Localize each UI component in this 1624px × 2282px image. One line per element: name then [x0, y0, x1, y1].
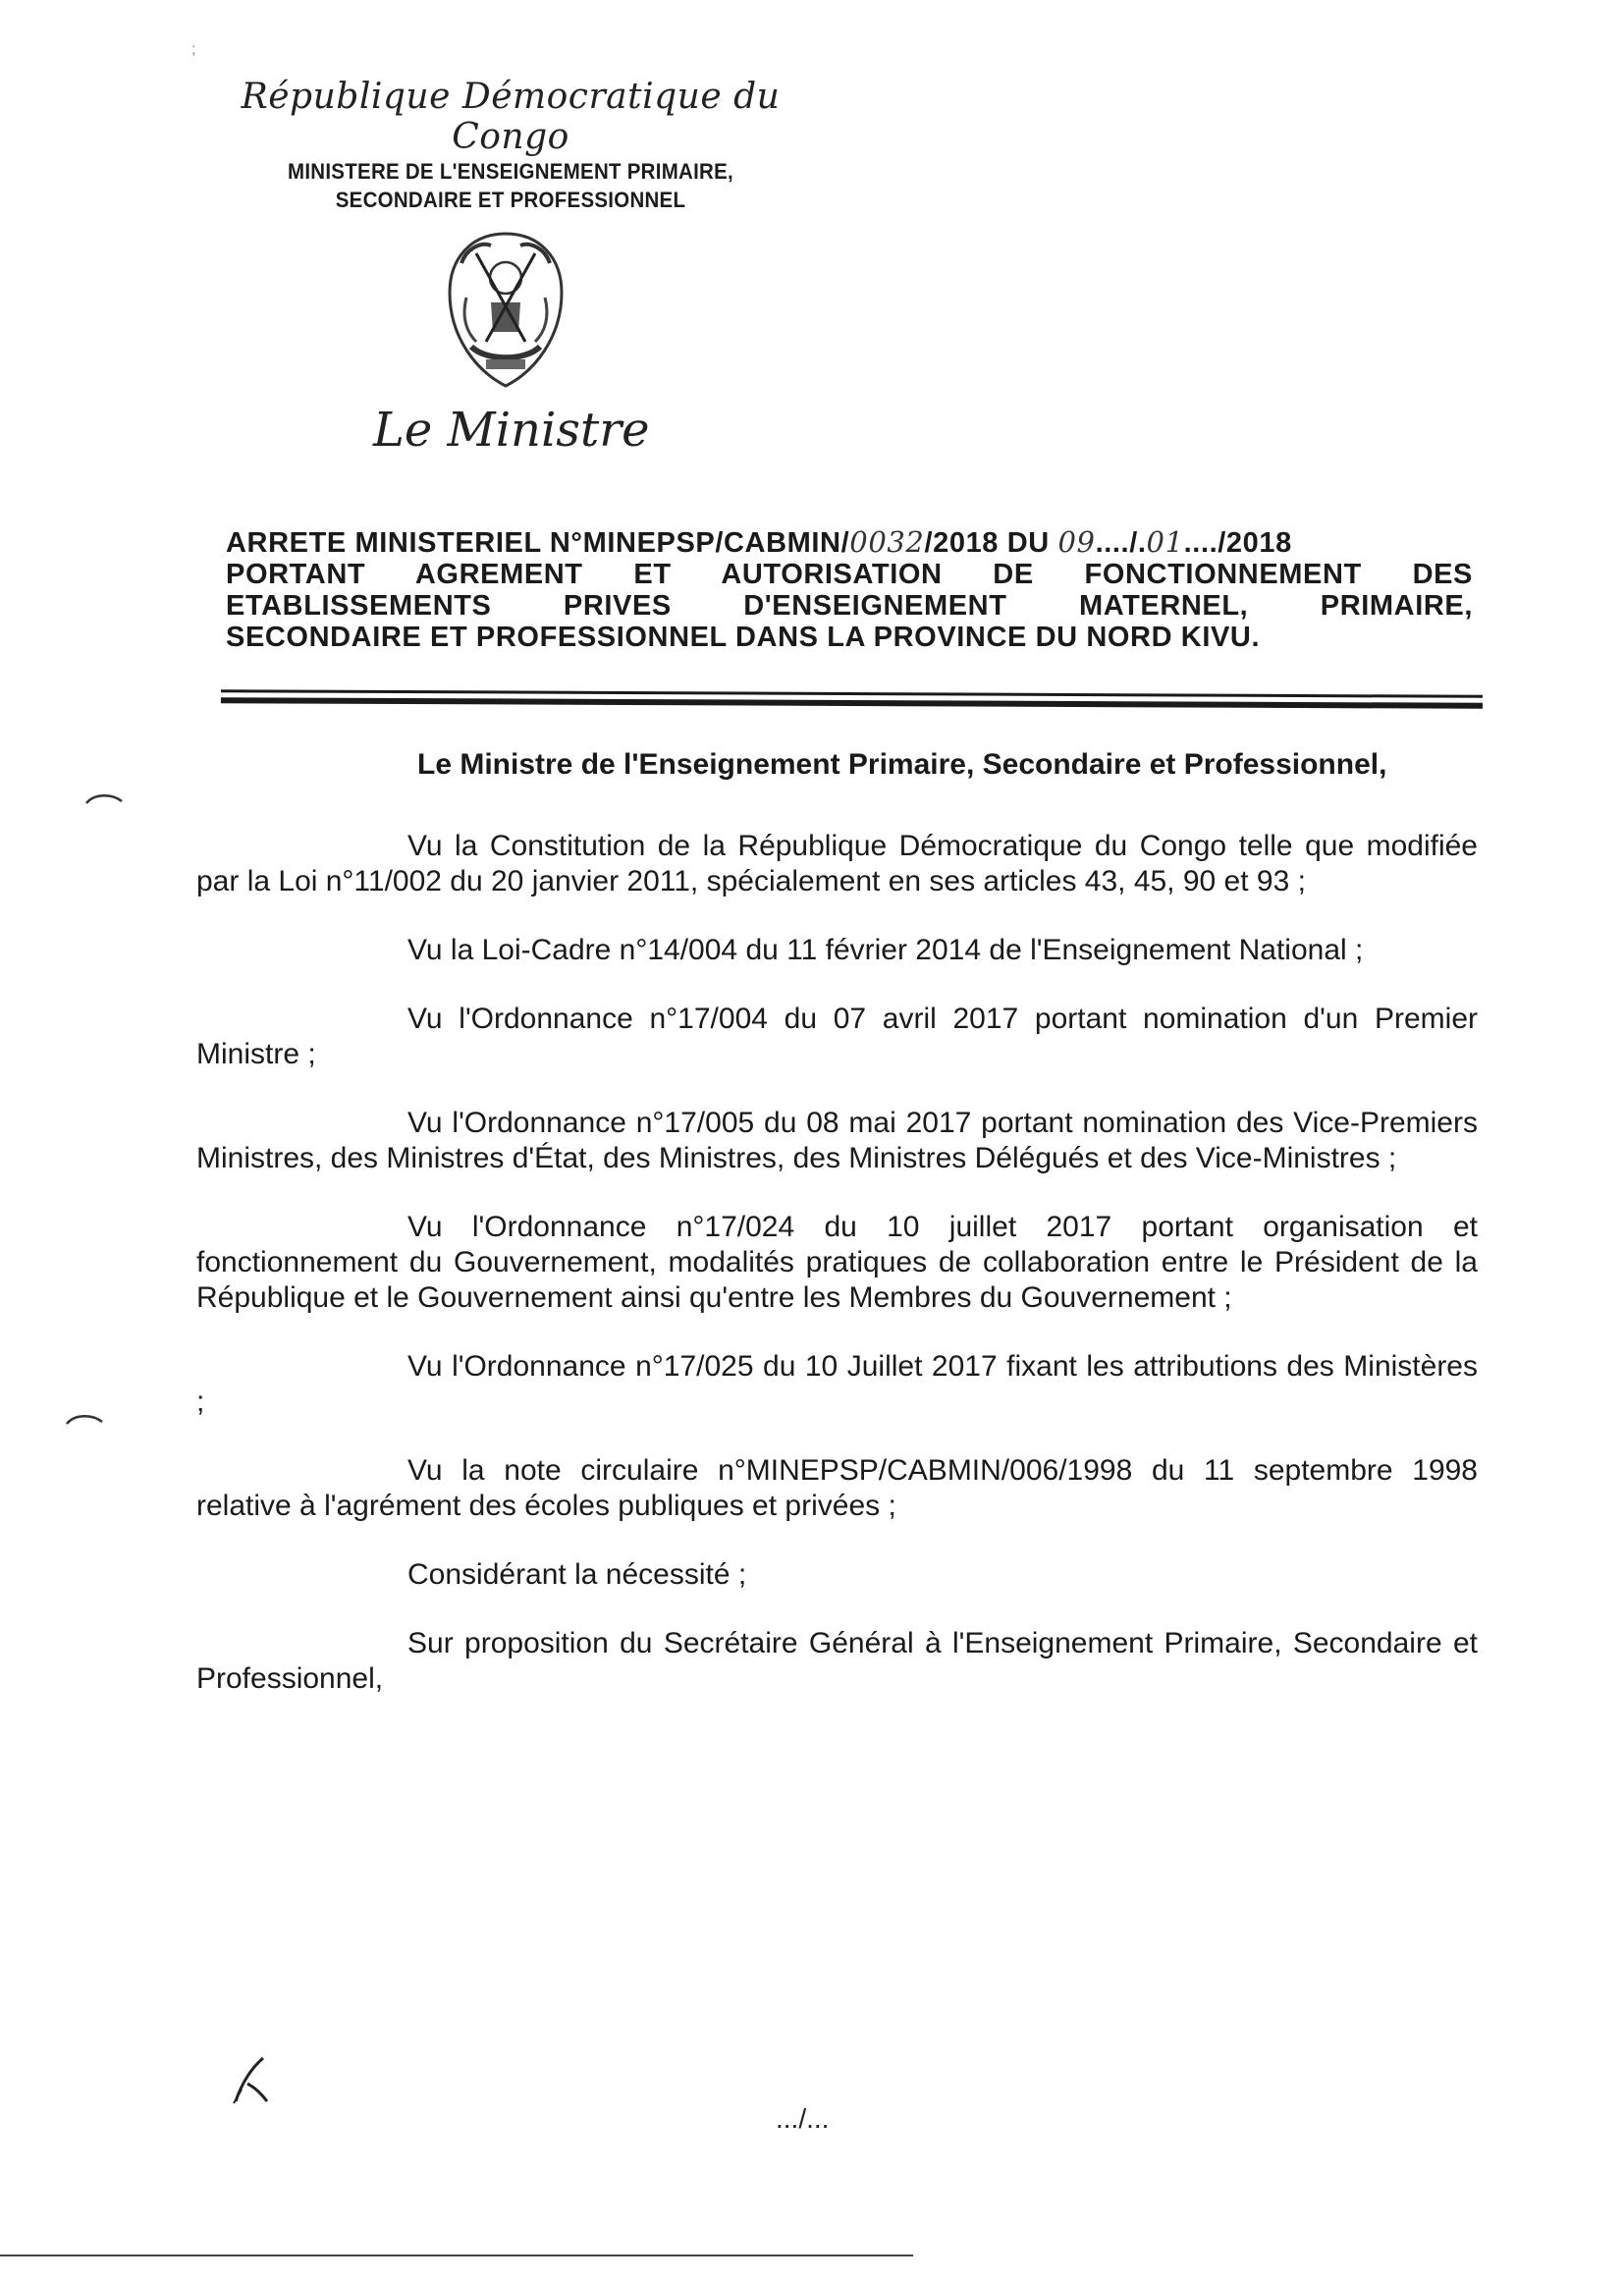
recital-1: Vu la Constitution de la République Démocratique du Congo telle que modifiée par la Loi n°11/002 du 20 janvier 2011, spécialement en ses articles 43, 45, 90 et 93 ; [196, 830, 1478, 897]
decree-number: 0032 [849, 525, 925, 559]
ministry-line-1: MINISTERE DE L'ENSEIGNEMENT PRIMAIRE, [288, 159, 733, 184]
recital-4: Vu l'Ordonnance n°17/005 du 08 mai 2017 portant nomination des Vice-Premiers Ministres, des Ministres d'État, des Ministres, des Ministres Délégués et des Vice-Ministres ; [196, 1107, 1478, 1174]
decree-day: 09 [1057, 525, 1096, 559]
considering: Considérant la nécessité ; [407, 1558, 747, 1591]
ministry-line-2: SECONDAIRE ET PROFESSIONNEL [335, 188, 686, 212]
recital-6: Vu l'Ordonnance n°17/025 du 10 Juillet 2017 fixant les attributions des Ministères ; [196, 1350, 1478, 1418]
title-underline-thick [221, 697, 1483, 709]
coat-of-arms-icon [432, 224, 579, 396]
recital-7: Vu la note circulaire n°MINEPSP/CABMIN/006/1998 du 11 septembre 1998 relative à l'agrément des écoles publiques et privées ; [196, 1454, 1478, 1522]
signatory-title: Le Ministre [373, 403, 650, 458]
binding-mark-top [84, 791, 124, 805]
decree-body [196, 746, 1478, 1730]
title-line-2: PORTANT AGREMENT ET AUTORISATION DE FONCTIONNEMENT DES [226, 559, 1473, 590]
handwritten-initial [228, 2054, 277, 2105]
continuation-marker: .../... [776, 2103, 830, 2134]
scan-speck: ; [191, 41, 196, 58]
decree-reference [226, 526, 1473, 559]
title-line-3: ETABLISSEMENTS PRIVES D'ENSEIGNEMENT MATERNEL, PRIMAIRE, [226, 590, 1473, 622]
recital-3: Vu l'Ordonnance n°17/004 du 07 avril 2017 portant nomination d'un Premier Ministre ; [196, 1003, 1478, 1070]
binding-mark-bottom [65, 1412, 104, 1426]
title-line-4: SECONDAIRE ET PROFESSIONNEL DANS LA PROVINCE DU NORD KIVU. [226, 622, 1261, 653]
letterhead [196, 77, 825, 214]
decree-separator: ..../. [1095, 527, 1147, 559]
decree-month: 01 [1146, 525, 1184, 559]
preamble: Le Ministre de l'Enseignement Primaire, Secondaire et Professionnel, [417, 748, 1387, 781]
decree-year: ..../2018 [1183, 527, 1292, 559]
on-proposal: Sur proposition du Secrétaire Général à l'Enseignement Primaire, Secondaire et Professionnel, [196, 1627, 1478, 1695]
decree-prefix: ARRETE MINISTERIEL N°MINEPSP/CABMIN/ [226, 527, 850, 559]
recital-5: Vu l'Ordonnance n°17/024 du 10 juillet 2017 portant organisation et fonctionnement du Gouvernement, modalités pratiques de collaboration entre le Président de la République et le Gouvernement ainsi qu'entre les Membres du Gouvernement ; [196, 1211, 1478, 1314]
decree-mid: /2018 DU [924, 527, 1058, 559]
republic-name: République Démocratique du Congo [241, 77, 781, 157]
title-underline-thin [221, 689, 1483, 698]
recital-2: Vu la Loi-Cadre n°14/004 du 11 février 2014 de l'Enseignement National ; [407, 934, 1364, 966]
scan-edge-line [0, 2255, 913, 2256]
decree-title [226, 526, 1473, 653]
